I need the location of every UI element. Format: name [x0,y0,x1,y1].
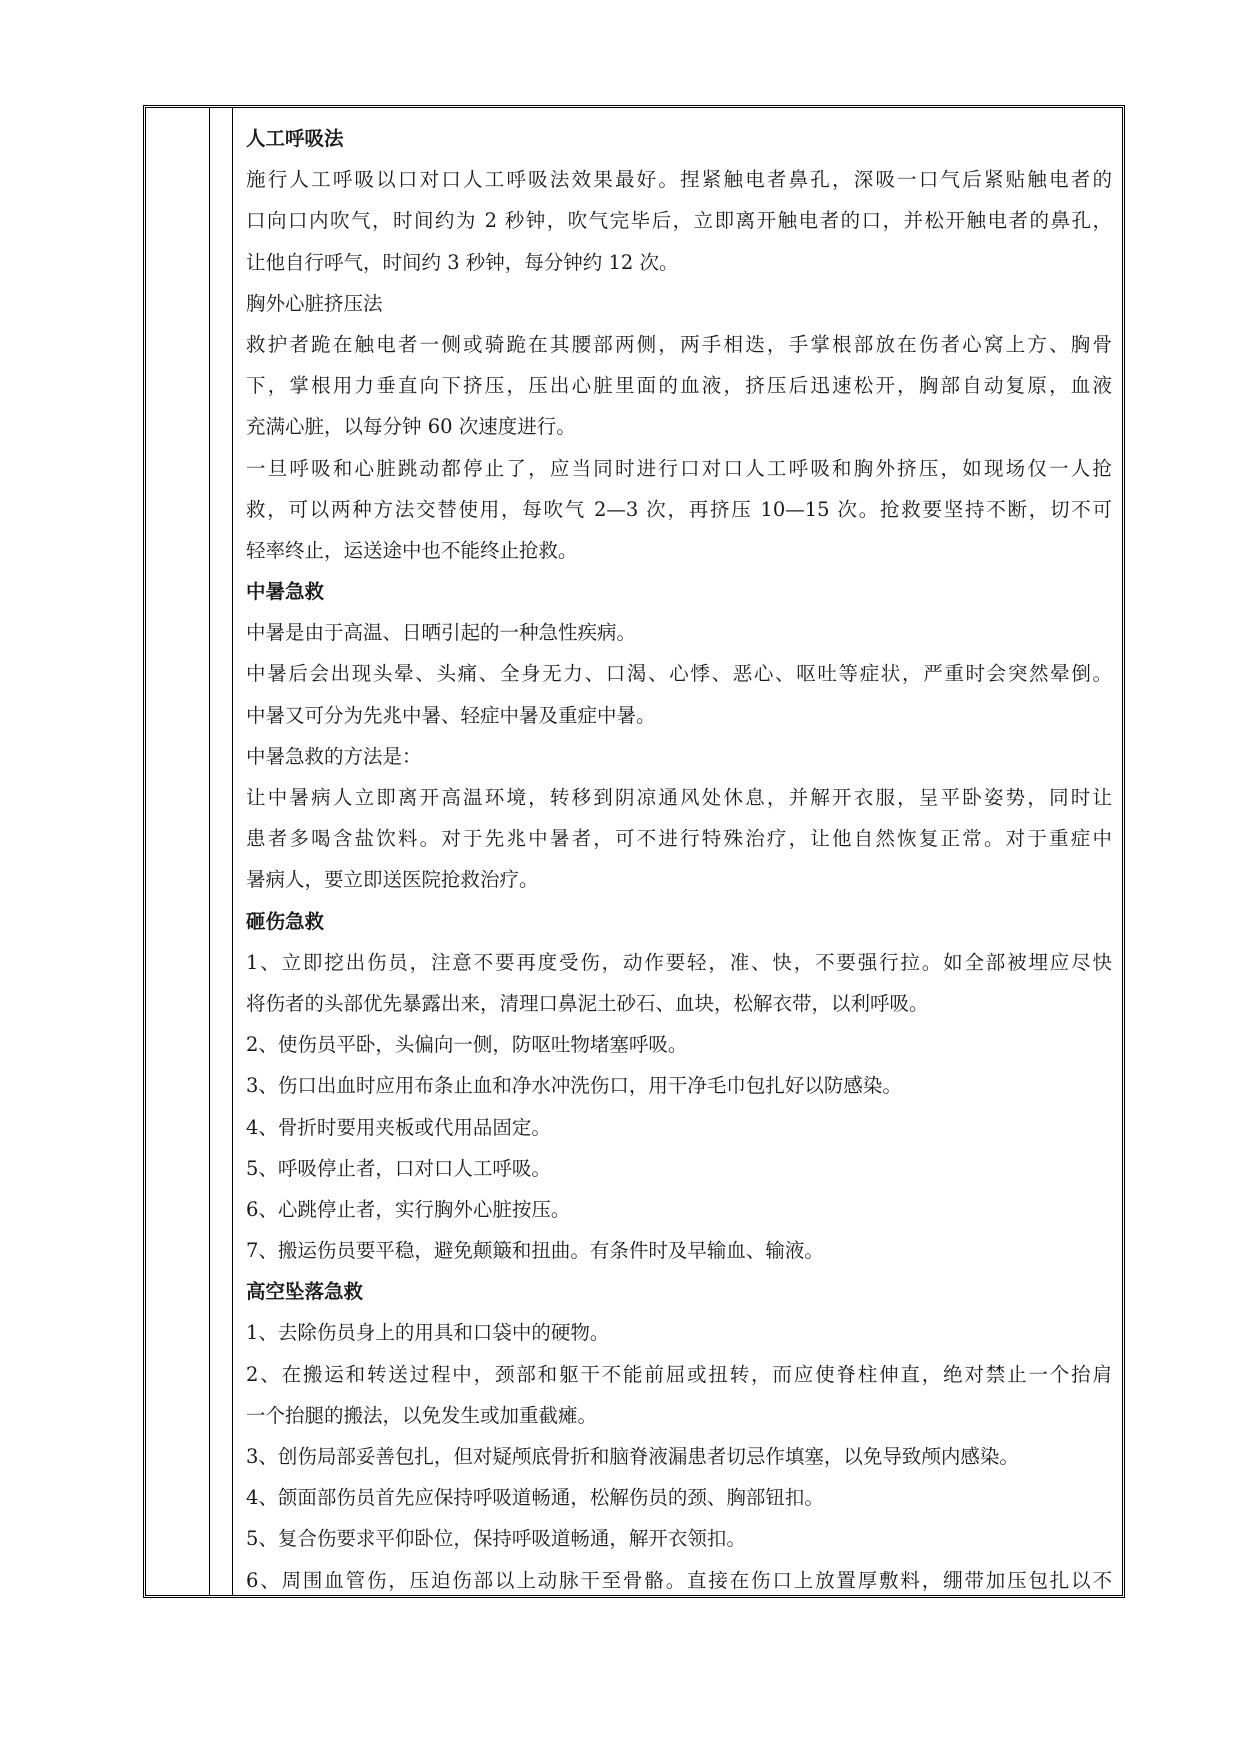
text-line: 救护者跪在触电者一侧或骑跪在其腰部两侧，两手相迭，手掌根部放在伤者心窝上方、胸骨 [246,332,1112,356]
content-table [143,105,1125,1598]
text-line: 5、呼吸停止者，口对口人工呼吸。 [246,1156,551,1180]
text-line: 下，掌根用力垂直向下挤压，压出心脏里面的血液，挤压后迅速松开，胸部自动复原，血液 [246,374,1112,398]
text-line: 一旦呼吸和心脏跳动都停止了，应当同时进行口对口人工呼吸和胸外挤压，如现场仅一人抢 [246,456,1112,480]
text-line: 中暑后会出现头晕、头痛、全身无力、口渴、心悸、恶心、呕吐等症状，严重时会突然晕倒。 [246,662,1112,686]
section-heading: 砸伤急救 [246,909,325,933]
section-heading: 人工呼吸法 [246,127,344,150]
text-line: 轻率终止，运送途中也不能终止抢救。 [246,538,578,562]
text-line: 将伤者的头部优先暴露出来，清理口鼻泥土砂石、血块，松解衣带，以利呼吸。 [246,991,929,1015]
table-column-empty-1 [146,108,210,1595]
text-line: 口向口内吹气，时间约为 2 秒钟，吹气完毕后，立即离开触电者的口，并松开触电者的鼻孔， [246,209,1112,233]
text-line: 2、使伤员平卧，头偏向一侧，防呕吐物堵塞呼吸。 [246,1033,688,1057]
table-content-cell [246,118,1112,1601]
text-line: 3、创伤局部妥善包扎，但对疑颅底骨折和脑脊液漏患者切忌作填塞，以免导致颅内感染。 [246,1445,1019,1468]
text-line: 5、复合伤要求平仰卧位，保持呼吸道畅通，解开衣领扣。 [246,1527,746,1551]
text-line: 3、伤口出血时应用布条止血和净水冲洗伤口，用干净毛巾包扎好以防感染。 [246,1074,902,1098]
text-line: 7、搬运伤员要平稳，避免颠簸和扭曲。有条件时及早输血、输液。 [246,1239,824,1263]
text-line: 一个抬腿的搬法，以免发生或加重截瘫。 [246,1403,598,1427]
text-line: 6、心跳停止者，实行胸外心脏按压。 [246,1197,571,1221]
text-line: 施行人工呼吸以口对口人工呼吸法效果最好。捏紧触电者鼻孔，深吸一口气后紧贴触电者的 [246,168,1112,192]
text-line: 中暑是由于高温、日晒引起的一种急性疾病。 [246,621,637,645]
text-line: 救，可以两种方法交替使用，每吹气 2—3 次，再挤压 10—15 次。抢救要坚持不断，切不可 [246,497,1112,521]
text-line: 让他自行呼气，时间约 3 秒钟，每分钟约 12 次。 [246,250,679,274]
text-line: 4、骨折时要用夹板或代用品固定。 [246,1115,551,1139]
text-line: 让中暑病人立即离开高温环境，转移到阴凉通风处休息，并解开衣服，呈平卧姿势，同时让 [246,786,1112,809]
text-line: 中暑又可分为先兆中暑、轻症中暑及重症中暑。 [246,703,656,727]
text-line: 充满心脏，以每分钟 60 次速度进行。 [246,415,576,439]
text-line: 1、去除伤员身上的用具和口袋中的硬物。 [246,1321,610,1345]
text-line: 6、周围血管伤，压迫伤部以上动脉干至骨骼。直接在伤口上放置厚敷料，绷带加压包扎以不 [246,1568,1112,1592]
text-line: 中暑急救的方法是： [246,744,422,768]
text-line: 患者多喝含盐饮料。对于先兆中暑者，可不进行特殊治疗，让他自然恢复正常。对于重症中 [246,827,1112,851]
section-heading: 高空坠落急救 [246,1280,364,1304]
table-column-empty-2 [209,108,233,1595]
text-line: 胸外心脏挤压法 [246,291,383,315]
text-line: 1、立即挖出伤员，注意不要再度受伤，动作要轻，准、快，不要强行拉。如全部被埋应尽快 [246,950,1112,974]
text-line: 4、颌面部伤员首先应保持呼吸道畅通，松解伤员的颈、胸部钮扣。 [246,1486,824,1510]
text-line: 暑病人，要立即送医院抢救治疗。 [246,868,539,892]
text-line: 2、在搬运和转送过程中，颈部和躯干不能前屈或扭转，而应使脊柱伸直，绝对禁止一个抬肩 [246,1362,1112,1386]
section-heading: 中暑急救 [246,580,325,604]
